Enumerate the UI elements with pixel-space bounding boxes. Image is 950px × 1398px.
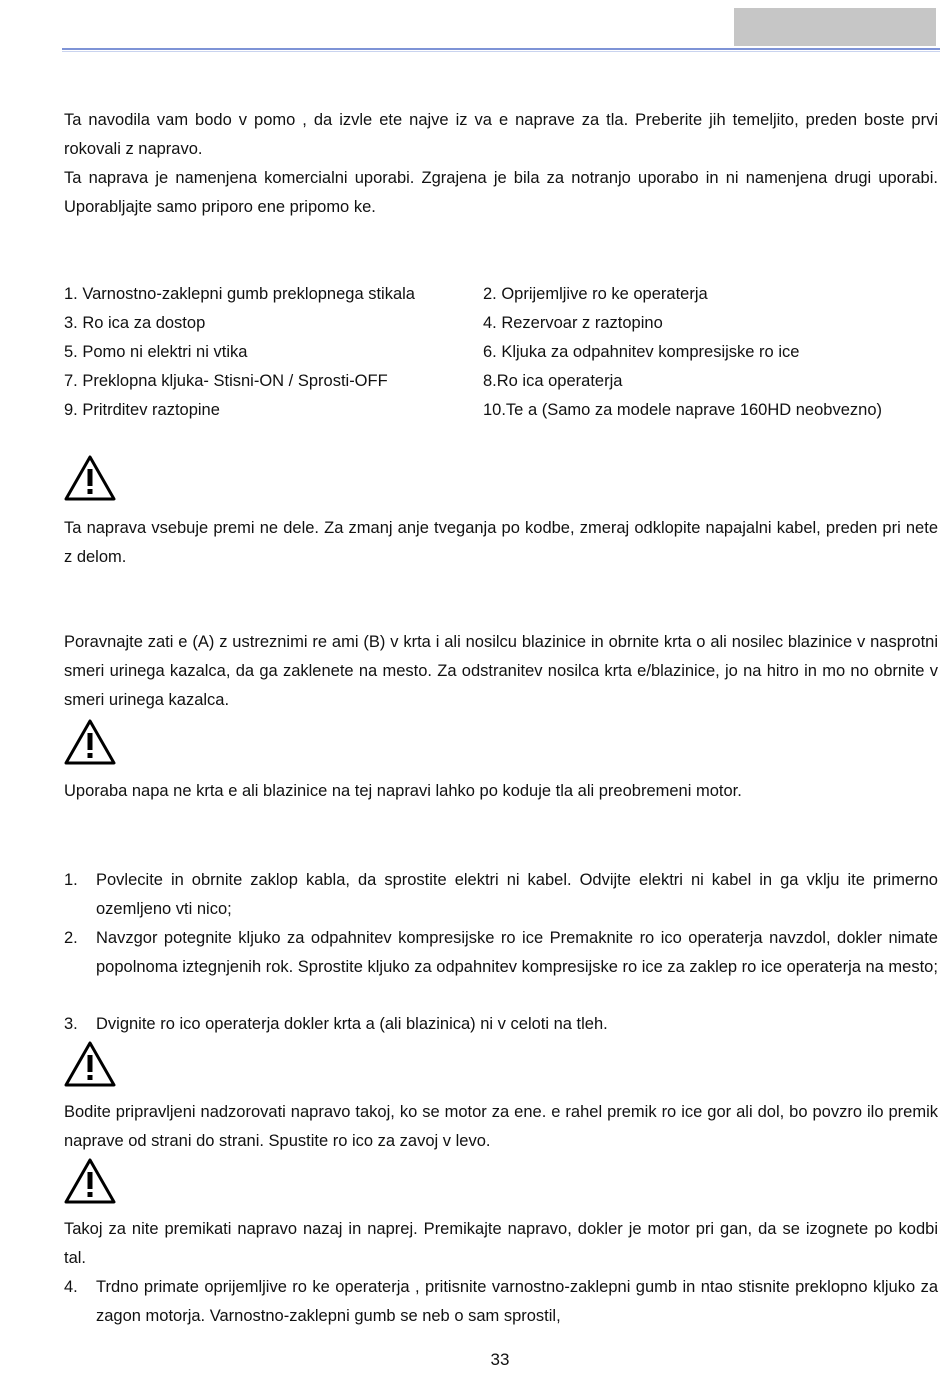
step-number: 3. — [64, 1015, 78, 1033]
intro-paragraph-2: Ta naprava je namenjena komercialni uporabi. Zgrajena je bila za notranjo uporabo in ni namenjena drugi uporabi. Uporabljajte samo priporo ene pripomo ke. — [64, 169, 938, 216]
step-item — [64, 924, 938, 982]
warning-triangle-icon — [63, 1157, 117, 1205]
part-item: 5. Pomo ni elektri ni vtika — [64, 343, 248, 361]
page-number: 33 — [490, 1350, 510, 1369]
mounting-paragraph: Poravnajte zati e (A) z ustreznimi re ami (B) v krta i ali nosilcu blazinice in obrnite krta o ali nosilec blazinice v nasprotni smeri urinega kazalca, da ga zaklenete na mesto. Za odstranitev nosilca krta e/blazinice, jo na hitro in mo no obrnite v smeri urinega kazalca. — [64, 633, 938, 709]
part-item: 1. Varnostno-zaklepni gumb preklopnega stikala — [64, 285, 415, 303]
warning-text-3: Bodite pripravljeni nadzorovati napravo takoj, ko se motor za ene. e rahel premik ro ice gor ali dol, bo povzro ilo premik naprave od strani do strani. Spustite ro ico za zavoj v levo. — [64, 1103, 938, 1150]
part-item: 7. Preklopna kljuka- Stisni-ON / Sprosti-OFF — [64, 372, 388, 390]
part-item: 6. Kljuka za odpahnitev kompresijske ro ice — [483, 343, 800, 361]
step-text: Trdno primate oprijemljive ro ke operaterja , pritisnite varnostno-zaklepni gumb in ntao stisnite preklopno kljuko za zagon motorja. Varnostno-zaklepni gumb se neb o sam sprostil, — [96, 1278, 938, 1325]
warning-text-4: Takoj za nite premikati napravo nazaj in naprej. Premikajte napravo, dokler je motor pri gan, da se izognete po kodbi tal. — [64, 1220, 938, 1267]
step-number: 4. — [64, 1278, 78, 1296]
step-number: 1. — [64, 871, 78, 889]
warning-text-2: Uporaba napa ne krta e ali blazinice na tej napravi lahko po koduje tla ali preobremeni motor. — [64, 782, 742, 800]
part-item: 4. Rezervoar z raztopino — [483, 314, 663, 332]
warning-triangle-icon — [63, 1040, 117, 1088]
header-rule-shadow — [62, 51, 940, 52]
header-rule — [62, 48, 940, 50]
step-item — [64, 866, 938, 924]
step-item — [64, 1273, 938, 1331]
step-text: Povlecite in obrnite zaklop kabla, da sprostite elektri ni kabel. Odvijte elektri ni kabel in ga vklju ite primerno ozemljeno vti nico; — [96, 871, 938, 918]
step-text: Dvignite ro ico operaterja dokler krta a (ali blazinica) ni v celoti na tleh. — [96, 1015, 608, 1033]
step-number: 2. — [64, 929, 78, 947]
header-box — [734, 8, 936, 46]
part-item: 2. Oprijemljive ro ke operaterja — [483, 285, 708, 303]
intro-paragraph-1: Ta navodila vam bodo v pomo , da izvle ete najve iz va e naprave za tla. Preberite jih temeljito, preden boste prvi rokovali z napravo. — [64, 111, 938, 158]
step-text: Navzgor potegnite kljuko za odpahnitev kompresijske ro ice Premaknite ro ico operaterja navzdol, dokler nimate popolnoma iztegnjenih rok. Sprostite kljuko za odpahnitev kompresijske ro ice za zaklep ro ice operaterja na mesto; — [96, 929, 938, 976]
part-item: 8.Ro ica operaterja — [483, 372, 623, 390]
part-item: 10.Te a (Samo za modele naprave 160HD neobvezno) — [483, 401, 882, 419]
step-item — [64, 1010, 938, 1039]
warning-text-1: Ta naprava vsebuje premi ne dele. Za zmanj anje tveganja po kodbe, zmeraj odklopite napajalni kabel, preden pri nete z delom. — [64, 519, 938, 566]
part-item: 3. Ro ica za dostop — [64, 314, 206, 332]
part-item: 9. Pritrditev raztopine — [64, 401, 220, 419]
warning-triangle-icon — [63, 718, 117, 766]
warning-triangle-icon — [63, 454, 117, 502]
